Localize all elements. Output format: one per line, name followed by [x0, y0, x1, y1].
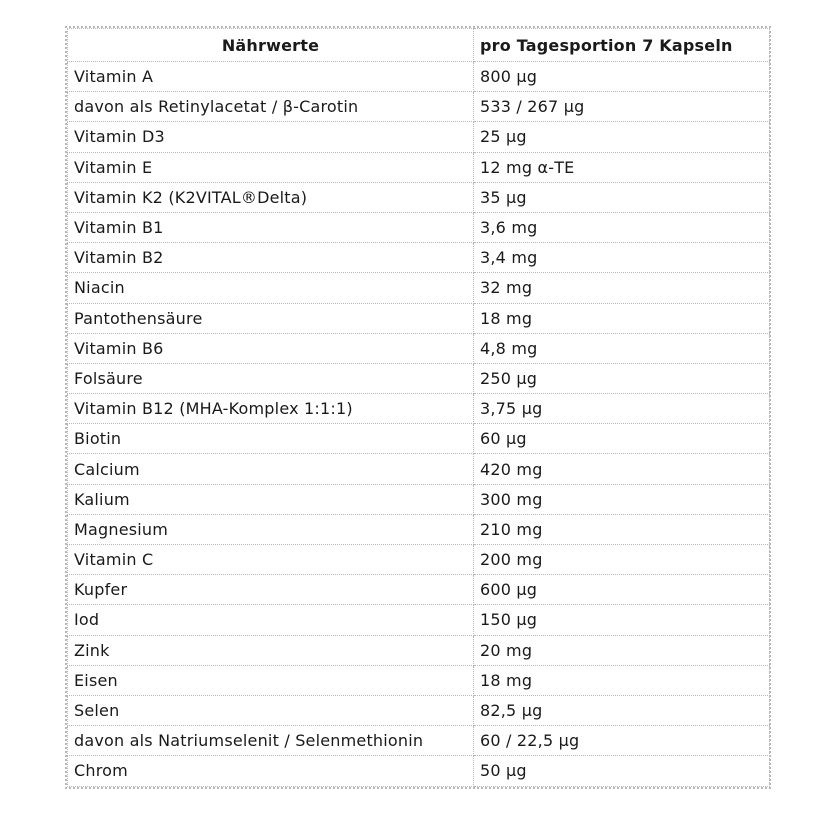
table-row: [68, 273, 770, 303]
nutrient-name: Eisen: [68, 665, 474, 695]
nutrient-name: davon als Retinylacetat / β-Carotin: [68, 92, 474, 122]
nutrient-name: Vitamin B1: [68, 212, 474, 242]
nutrient-amount: 210 mg: [474, 514, 770, 544]
table-row: [68, 363, 770, 393]
nutrient-amount: 600 µg: [474, 575, 770, 605]
nutrient-name: Iod: [68, 605, 474, 635]
header-daily-portion: pro Tagesportion 7 Kapseln: [474, 29, 770, 62]
nutrient-name: Vitamin K2 (K2VITAL®Delta): [68, 182, 474, 212]
nutrient-amount: 4,8 mg: [474, 333, 770, 363]
table-row: [68, 605, 770, 635]
table-body: [68, 62, 770, 787]
table-row: [68, 484, 770, 514]
nutrient-name: Chrom: [68, 756, 474, 786]
table-row: [68, 514, 770, 544]
table-row: [68, 665, 770, 695]
nutrient-name: Vitamin E: [68, 152, 474, 182]
nutrient-amount: 800 µg: [474, 62, 770, 92]
nutrient-amount: 150 µg: [474, 605, 770, 635]
nutrient-amount: 35 µg: [474, 182, 770, 212]
nutrient-name: Folsäure: [68, 363, 474, 393]
nutrient-name: Selen: [68, 695, 474, 725]
nutrient-amount: 32 mg: [474, 273, 770, 303]
nutrient-amount: 250 µg: [474, 363, 770, 393]
table-row: [68, 152, 770, 182]
table-row: [68, 212, 770, 242]
nutrient-name: Vitamin B12 (MHA-Komplex 1:1:1): [68, 394, 474, 424]
nutrient-name: davon als Natriumselenit / Selenmethionin: [68, 726, 474, 756]
nutrient-name: Vitamin B6: [68, 333, 474, 363]
table-header-row: [68, 29, 770, 62]
table-row: [68, 333, 770, 363]
nutrient-name: Zink: [68, 635, 474, 665]
table-row: [68, 756, 770, 786]
nutrient-name: Niacin: [68, 273, 474, 303]
nutrient-amount: 3,4 mg: [474, 243, 770, 273]
nutrient-amount: 18 mg: [474, 303, 770, 333]
nutrient-amount: 82,5 µg: [474, 695, 770, 725]
nutrient-amount: 533 / 267 µg: [474, 92, 770, 122]
nutrient-amount: 200 mg: [474, 545, 770, 575]
nutrition-table-container: [65, 26, 771, 789]
nutrient-name: Kalium: [68, 484, 474, 514]
table-row: [68, 695, 770, 725]
table-row: [68, 122, 770, 152]
table-row: [68, 545, 770, 575]
table-row: [68, 635, 770, 665]
nutrient-name: Calcium: [68, 454, 474, 484]
nutrient-name: Kupfer: [68, 575, 474, 605]
table-row: [68, 62, 770, 92]
table-row: [68, 303, 770, 333]
nutrient-name: Vitamin C: [68, 545, 474, 575]
table-row: [68, 182, 770, 212]
header-nutrients: Nährwerte: [68, 29, 474, 62]
table-row: [68, 575, 770, 605]
nutrient-amount: 20 mg: [474, 635, 770, 665]
table-row: [68, 726, 770, 756]
table-row: [68, 92, 770, 122]
nutrient-amount: 300 mg: [474, 484, 770, 514]
nutrient-amount: 60 µg: [474, 424, 770, 454]
nutrient-amount: 60 / 22,5 µg: [474, 726, 770, 756]
nutrient-amount: 18 mg: [474, 665, 770, 695]
table-row: [68, 394, 770, 424]
nutrient-amount: 3,75 µg: [474, 394, 770, 424]
nutrient-amount: 50 µg: [474, 756, 770, 786]
table-row: [68, 454, 770, 484]
table-row: [68, 243, 770, 273]
nutrient-amount: 12 mg α-TE: [474, 152, 770, 182]
nutrient-name: Vitamin B2: [68, 243, 474, 273]
nutrient-name: Biotin: [68, 424, 474, 454]
nutrient-amount: 420 mg: [474, 454, 770, 484]
nutrient-name: Magnesium: [68, 514, 474, 544]
nutrient-name: Pantothensäure: [68, 303, 474, 333]
nutrient-name: Vitamin A: [68, 62, 474, 92]
table-row: [68, 424, 770, 454]
nutrient-name: Vitamin D3: [68, 122, 474, 152]
nutrition-table: [67, 28, 770, 787]
nutrient-amount: 25 µg: [474, 122, 770, 152]
nutrient-amount: 3,6 mg: [474, 212, 770, 242]
